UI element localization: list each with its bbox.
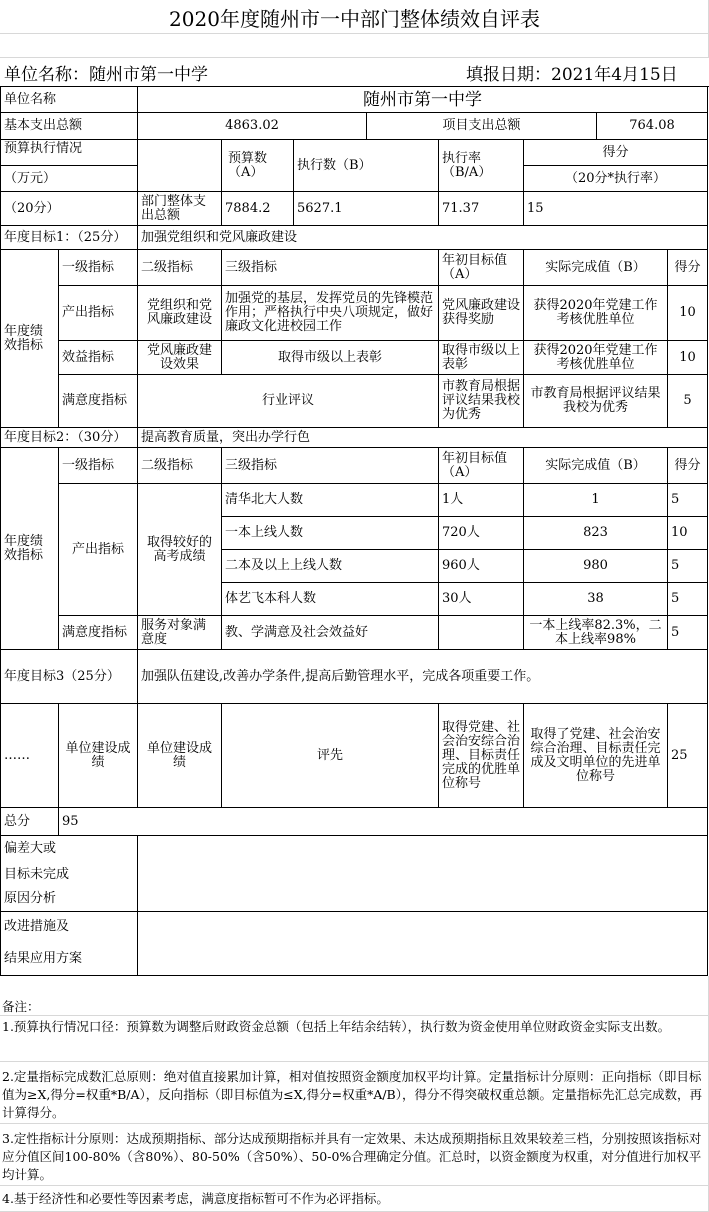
budget-label-1: 预算执行情况 xyxy=(1,140,138,166)
project-expense-value: 764.08 xyxy=(597,113,708,140)
goal1-row3-actual: 市教育局根据评议结果我校为优秀 xyxy=(524,375,668,428)
goal3-target: 取得党建、社会治安综合治理、目标责任完成的优胜单位称号 xyxy=(439,704,524,808)
goal3-l3: 评先 xyxy=(222,704,439,808)
note-3: 3.定性指标计分原则：达成预期指标、部分达成预期指标并具有一定效果、未达成预期指标且效果较差三档，分别按照该指标对应分值区间100-80%（含80%）、80-50%（含50%）、50-0%合理确定分值。汇总时，以资金额度为权重，对分值进行加权平均计算。 xyxy=(2,1131,702,1182)
budget-label-2: （万元） xyxy=(1,166,138,192)
unit-name-header: 单位名称：随州市第一中学 xyxy=(4,64,208,85)
goal1-row2-l1: 效益指标 xyxy=(59,341,138,375)
total-label: 总分 xyxy=(1,808,59,836)
rate-value: 71.37 xyxy=(439,192,524,226)
total-value: 95 xyxy=(59,808,708,836)
exec-value: 5627.1 xyxy=(294,192,439,226)
goal2-sat-l3: 教、学满意及社会效益好 xyxy=(222,616,439,650)
goal3-l2: 单位建设成绩 xyxy=(138,704,222,808)
goal1-row2-l3: 取得市级以上表彰 xyxy=(222,341,439,375)
goal3-side-label: …… xyxy=(1,704,59,808)
goal1-header-l3: 三级指标 xyxy=(222,250,439,286)
goal2-row1-score: 5 xyxy=(668,484,708,517)
budget-col-score: 得分 xyxy=(524,140,708,166)
budget-value: 7884.2 xyxy=(222,192,294,226)
unit-label: 单位名称 xyxy=(1,87,138,113)
basic-expense-label: 基本支出总额 xyxy=(1,113,138,140)
improve-label xyxy=(1,912,138,976)
goal2-row4-target: 30人 xyxy=(439,583,524,616)
goal2-sat-l1: 满意度指标 xyxy=(59,616,138,650)
deviation-label-line1: 偏差大或 xyxy=(4,841,57,856)
deviation-label-line3: 原因分析 xyxy=(4,891,57,906)
goal2-row2-actual: 823 xyxy=(524,517,668,550)
goal2-row3-target: 960人 xyxy=(439,550,524,583)
goal1-header-actual: 实际完成值（B） xyxy=(524,250,668,286)
goal2-row3-l3: 二本及以上上线人数 xyxy=(222,550,439,583)
budget-col-score-formula: （20分*执行率） xyxy=(524,166,708,192)
goal2-row2-target: 720人 xyxy=(439,517,524,550)
goal1-content: 加强党组织和党风廉政建设 xyxy=(138,226,708,250)
goal2-title: 年度目标2：（30分） xyxy=(1,428,138,448)
goal2-row2-score: 10 xyxy=(668,517,708,550)
goal3-content: 加强队伍建设,改善办学条件,提高后勤管理水平，完成各项重要工作。 xyxy=(138,650,708,704)
budget-col-budget: 预算数（A） xyxy=(222,140,294,192)
goal2-sat-target xyxy=(439,616,524,650)
goal2-output-l1: 产出指标 xyxy=(59,484,138,616)
goal2-row3-actual: 980 xyxy=(524,550,668,583)
note-2: 2.定量指标完成数汇总原则：绝对值直接累加计算，相对值按照资金额度加权平均计算。定量指标计分原则：正向指标（即目标值为≥X,得分=权重*B/A），反向指标（即目标值为≤X,得分=权重*A/B），得分不得突破权重总额。定量指标先汇总完成数，再计算得分。 xyxy=(2,1069,702,1120)
basic-expense-value: 4863.02 xyxy=(138,113,367,140)
goal2-row4-score: 5 xyxy=(668,583,708,616)
goal2-output-l2: 取得较好的高考成绩 xyxy=(138,484,222,616)
goal3-title: 年度目标3（25分） xyxy=(1,650,138,704)
goal1-row3-l1: 满意度指标 xyxy=(59,375,138,428)
goal1-row1-score: 10 xyxy=(668,286,708,341)
goal2-content: 提高教育质量，突出办学行色 xyxy=(138,428,708,448)
improve-label-line1: 改进措施及 xyxy=(4,919,70,934)
goal2-header-score: 得分 xyxy=(668,448,708,484)
goal1-row3-score: 5 xyxy=(668,375,708,428)
budget-blank-cell xyxy=(138,140,222,192)
goal3-l1: 单位建设成绩 xyxy=(59,704,138,808)
budget-col-rate: 执行率（B/A） xyxy=(439,140,524,192)
budget-col-exec: 执行数（B） xyxy=(294,140,439,192)
goal2-header-actual: 实际完成值（B） xyxy=(524,448,668,484)
budget-label-3: （20分） xyxy=(1,192,138,226)
goal1-row1-actual: 获得2020年党建工作考核优胜单位 xyxy=(524,286,668,341)
goal1-title: 年度目标1：（25分） xyxy=(1,226,138,250)
improve-label-line2: 结果应用方案 xyxy=(4,951,83,966)
goal2-sat-score: 5 xyxy=(668,616,708,650)
goal2-row1-target: 1人 xyxy=(439,484,524,517)
goal2-header-l3: 三级指标 xyxy=(222,448,439,484)
goal2-header-target: 年初目标值（A） xyxy=(439,448,524,484)
notes-heading: 备注： xyxy=(2,999,40,1014)
goal2-side-label: 年度绩效指标 xyxy=(1,448,59,650)
goal1-row2-score: 10 xyxy=(668,341,708,375)
project-expense-label: 项目支出总额 xyxy=(367,113,597,140)
improve-content xyxy=(138,912,708,976)
goal2-sat-l2: 服务对象满意度 xyxy=(138,616,222,650)
sheet-gridline xyxy=(0,34,709,58)
goal1-header-target: 年初目标值（A） xyxy=(439,250,524,286)
fill-date-header: 填报日期：2021年4月15日 xyxy=(466,64,678,85)
goal1-row1-l1: 产出指标 xyxy=(59,286,138,341)
goal1-row1-l2: 党组织和党风廉政建设 xyxy=(138,286,222,341)
goal2-row4-l3: 体艺飞本科人数 xyxy=(222,583,439,616)
unit-value: 随州市第一中学 xyxy=(138,87,708,113)
page-title: 2020年度随州市一中部门整体绩效自评表 xyxy=(169,6,540,31)
goal2-header-l2: 二级指标 xyxy=(138,448,222,484)
deviation-label xyxy=(1,836,138,912)
goal2-row1-actual: 1 xyxy=(524,484,668,517)
goal2-row3-score: 5 xyxy=(668,550,708,583)
score-value: 15 xyxy=(524,192,708,226)
goal3-actual: 取得了党建、社会治安综合治理、目标责任完成及文明单位的先进单位称号 xyxy=(524,704,668,808)
deviation-content xyxy=(138,836,708,912)
goal2-row2-l3: 一本上线人数 xyxy=(222,517,439,550)
goal2-header-l1: 一级指标 xyxy=(59,448,138,484)
goal1-row3-target: 市教育局根据评议结果我校为优秀 xyxy=(439,375,524,428)
goal3-score: 25 xyxy=(668,704,708,808)
budget-row-label: 部门整体支出总额 xyxy=(138,192,222,226)
goal2-row4-actual: 38 xyxy=(524,583,668,616)
goal1-row1-target: 党风廉政建设获得奖励 xyxy=(439,286,524,341)
goal1-row3-l23: 行业评议 xyxy=(138,375,439,428)
goal1-side-label: 年度绩效指标 xyxy=(1,250,59,428)
goal1-row2-actual: 获得2020年党建工作考核优胜单位 xyxy=(524,341,668,375)
deviation-label-line2: 目标未完成 xyxy=(4,867,70,882)
goal1-row2-target: 取得市级以上表彰 xyxy=(439,341,524,375)
goal1-row2-l2: 党风廉政建设效果 xyxy=(138,341,222,375)
goal2-sat-actual: 一本上线率82.3%，二本上线率98% xyxy=(524,616,668,650)
goal1-header-l2: 二级指标 xyxy=(138,250,222,286)
goal1-row1-l3: 加强党的基层，发挥党员的先锋模范作用；严格执行中央八项规定，做好廉政文化进校园工作 xyxy=(222,286,439,341)
note-1: 1.预算执行情况口径：预算数为调整后财政资金总额（包括上年结余结转），执行数为资金使用单位财政资金实际支出数。 xyxy=(2,1019,671,1034)
goal1-header-l1: 一级指标 xyxy=(59,250,138,286)
goal2-row1-l3: 清华北大人数 xyxy=(222,484,439,517)
note-4: 4.基于经济性和必要性等因素考虑，满意度指标暂可不作为必评指标。 xyxy=(2,1191,389,1206)
goal1-header-score: 得分 xyxy=(668,250,708,286)
